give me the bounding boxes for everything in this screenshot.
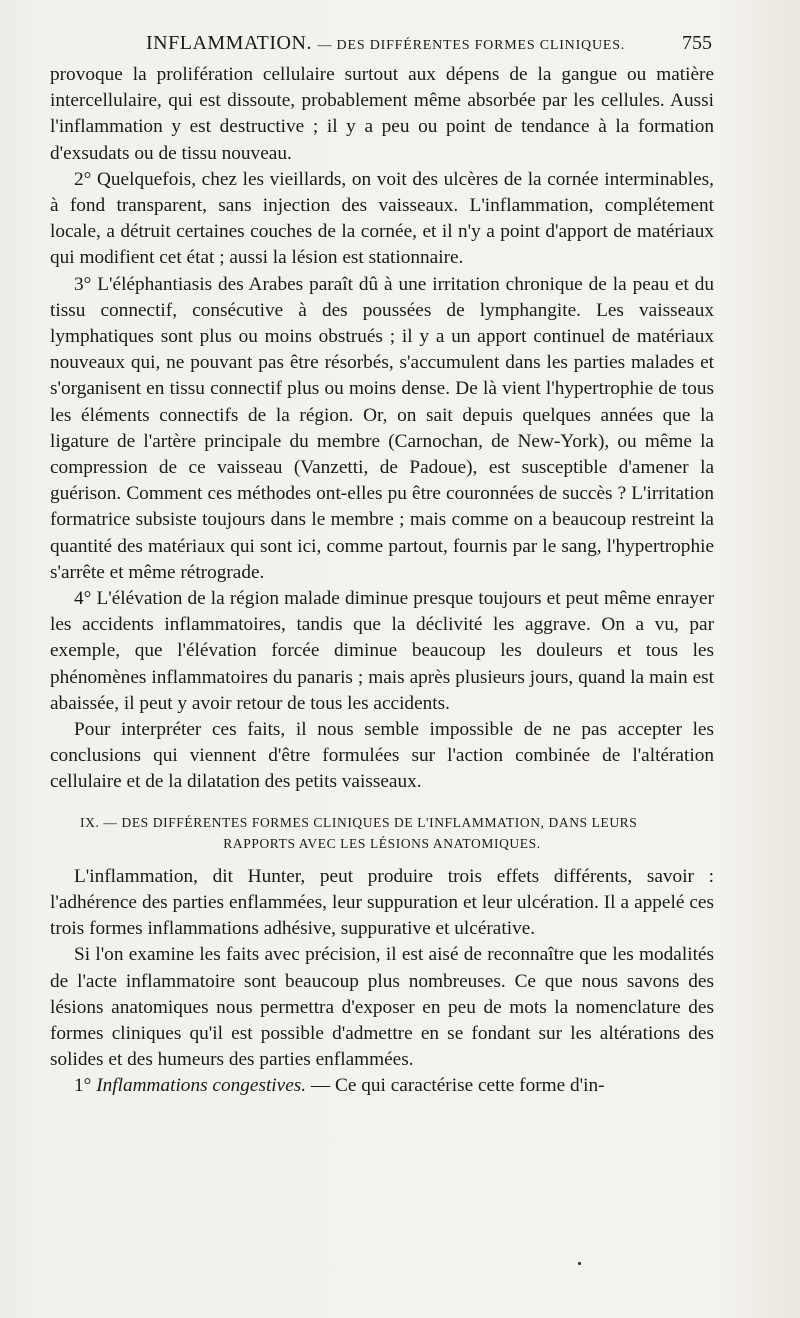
section-paragraph-modalities: Si l'on examine les faits avec précision, il est aisé de reconnaître que les modalités de l'acte inflammatoire sont beaucoup plus nombreuses. Ce que nous savons des lésions anatomiques nous permettra d'exposer en peu de mots la nomenclature des formes cliniques qu'il est possible d'admettre en se fondant sur les altérations des solides et des humeurs des parties enflammées.	[50, 944, 714, 1071]
paragraph-item-2: 2° Quelquefois, chez les vieillards, on voit des ulcères de la cornée interminables, à fond transparent, sans injection des vaisseaux. L'inflammation, complétement locale, a détruit certaines couches de la cornée, et il n'y a point d'apport de matériaux qui modifient cet état ; aussi la lésion est stationnaire.	[50, 168, 714, 269]
section-paragraph-hunter: L'inflammation, dit Hunter, peut produire trois effets différents, savoir : l'adhérence des parties enflammées, leur suppuration et leur ulcération. Il a appelé ces trois formes inflammations adhésive, suppurative et ulcérative.	[50, 865, 714, 940]
congestive-number: 1°	[74, 1075, 92, 1097]
running-head-main: INFLAMMATION.	[146, 32, 312, 54]
paragraph-item-4: 4° L'élévation de la région malade diminue presque toujours et peut même enrayer les accidents inflammatoires, tandis que la déclivité les aggrave. On a vu, par exemple, que l'élévation forcée diminue beaucoup les douleurs et tous les phénomènes inflammatoires du panaris ; mais après plusieurs jours, quand la main est abaissée, il peut y avoir retour de tous les accidents.	[50, 588, 714, 714]
page-header	[48, 30, 714, 60]
paragraph-item-3: 3° L'éléphantiasis des Arabes paraît dû à une irritation chronique de la peau et du tissu connectif, consécutive à des poussées de lymphangite. Les vaisseaux lymphatiques sont plus ou moins obstrués ; il y a un apport continuel de matériaux nouveaux qui, ne pouvant pas être résorbés, s'accumulent dans les parties malades et s'organisent en tissu connectif plus ou moins dense. De là vient l'hypertrophie de tous les éléments connectifs de la région. Or, on sait depuis quelques années que la ligature de l'artère principale du membre (Carnochan, de New-York), ou même la compression de ce vaisseau (Vanzetti, de Padoue), est susceptible d'amener la guérison. Comment ces méthodes ont-elles pu être couronnées de succès ? L'irritation formatrice subsiste toujours dans le membre ; mais comme on a beaucoup restreint la quantité des matériaux qui sont ici, comme partout, fournis par le sang, l'hypertrophie s'arrête et même rétrograde.	[50, 273, 714, 583]
section-paragraph-congestive	[50, 1073, 714, 1099]
running-head-rest: — DES DIFFÉRENTES FORMES CLINIQUES.	[317, 38, 626, 53]
section-heading-line2: RAPPORTS AVEC LES LÉSIONS ANATOMIQUES.	[223, 835, 541, 851]
running-head	[146, 32, 625, 55]
congestive-title: Inflammations congestives.	[96, 1075, 307, 1097]
section-heading	[50, 812, 714, 854]
page-body	[50, 62, 714, 1100]
paper-speck	[578, 1262, 581, 1265]
page-number: 755	[682, 32, 712, 54]
section-heading-line1: IX. — DES DIFFÉRENTES FORMES CLINIQUES DE L'INFLAMMATION, DANS LEURS	[80, 814, 638, 830]
paragraph-conclusion: Pour interpréter ces faits, il nous semble impossible de ne pas accepter les conclusions qui viennent d'être formulées sur l'action combinée de l'altération cellulaire et de la dilatation des petits vaisseaux.	[50, 719, 714, 793]
congestive-text: — Ce qui caractérise cette forme d'in-	[306, 1075, 605, 1097]
paragraph-continuation: provoque la prolifération cellulaire surtout aux dépens de la gangue ou matière intercellulaire, qui est dissoute, probablement même absorbée par les cellules. Aussi l'inflammation y est destructive ; il y a peu ou point de tendance à la formation d'exsudats ou de tissu nouveau.	[50, 64, 714, 164]
